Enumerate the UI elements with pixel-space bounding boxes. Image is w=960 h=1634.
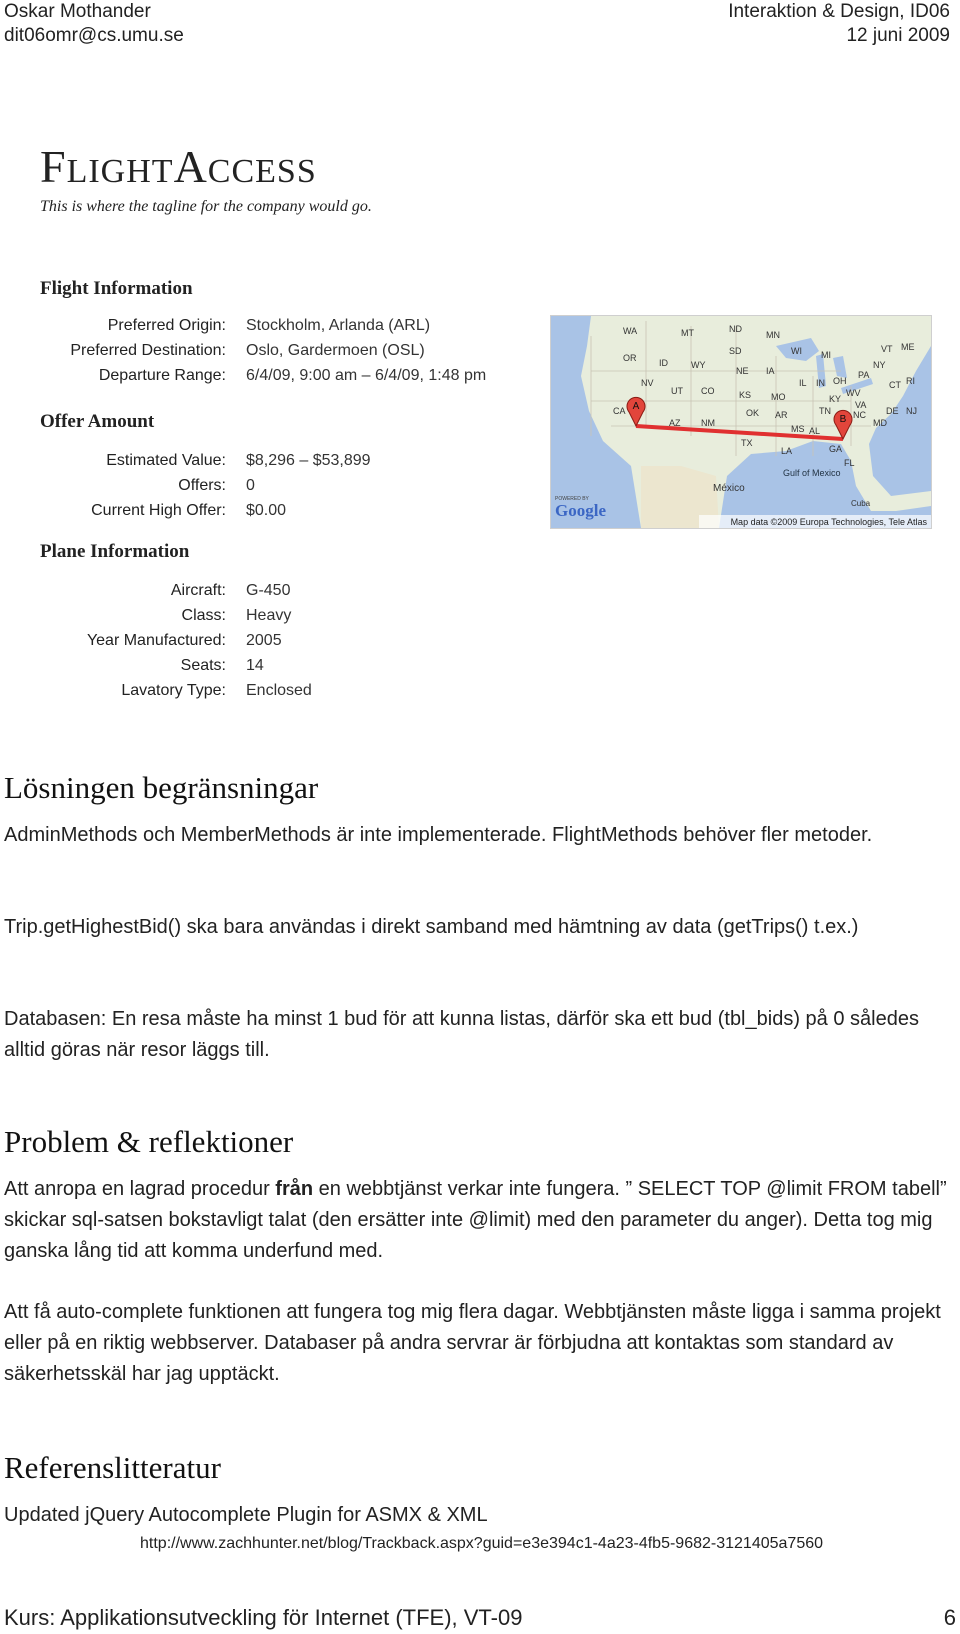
state-label-fl: FL xyxy=(844,458,855,468)
state-label-md: MD xyxy=(873,418,887,428)
state-label-de: DE xyxy=(886,406,899,416)
state-label-co: CO xyxy=(701,386,715,396)
limits-heading: Lösningen begränsningar xyxy=(4,770,319,805)
year-label: Year Manufactured: xyxy=(86,632,226,649)
plane-info-list xyxy=(0,579,540,709)
class-label: Class: xyxy=(181,607,226,624)
high-offer-value: $0.00 xyxy=(246,502,287,519)
state-label-ri: RI xyxy=(906,376,915,386)
state-label-az: AZ xyxy=(669,418,681,428)
year-value: 2005 xyxy=(246,632,282,649)
lavatory-label: Lavatory Type: xyxy=(121,682,226,699)
header-email: dit06omr@cs.umu.se xyxy=(4,25,184,46)
flightaccess-logo: FLIGHTACCESS xyxy=(40,141,317,192)
estimated-value-label: Estimated Value: xyxy=(106,452,226,469)
state-label-ne: NE xyxy=(736,366,749,376)
state-label-mo: MO xyxy=(771,392,786,402)
departure-range-value: 6/4/09, 9:00 am – 6/4/09, 1:48 pm xyxy=(246,367,487,384)
state-label-id: ID xyxy=(659,358,668,368)
destination-value: Oslo, Gardermoen (OSL) xyxy=(246,342,425,359)
state-label-ar: AR xyxy=(775,410,788,420)
state-label-pa: PA xyxy=(858,370,870,380)
high-offer-label: Current High Offer: xyxy=(91,502,226,519)
plane-info-heading: Plane Information xyxy=(40,541,190,562)
state-label-va: VA xyxy=(855,400,867,410)
state-label-tx: TX xyxy=(741,438,753,448)
state-label-nc: NC xyxy=(853,410,866,420)
state-label-wy: WY xyxy=(691,360,706,370)
state-label-mn: MN xyxy=(766,330,780,340)
flight-info-heading: Flight Information xyxy=(40,278,193,299)
route-map[interactable] xyxy=(550,315,932,529)
state-label-ca: CA xyxy=(613,406,626,416)
state-label-ga: GA xyxy=(829,444,843,454)
state-label-nd: ND xyxy=(729,324,742,334)
state-label-ny: NY xyxy=(873,360,886,370)
state-label-ut: UT xyxy=(671,386,683,396)
seats-value: 14 xyxy=(246,657,264,674)
state-label-vt: VT xyxy=(881,344,893,354)
state-label-nv: NV xyxy=(641,378,654,388)
state-label-nj: NJ xyxy=(906,406,917,416)
limits-paragraph-3: Databasen: En resa måste ha minst 1 bud för att kunna listas, därför ska ett bud (tbl_bids) på 0 således alltid göras när resor läggs till. xyxy=(4,1008,919,1061)
state-label-ms: MS xyxy=(791,424,805,434)
state-label-wv: WV xyxy=(846,388,861,398)
aircraft-label: Aircraft: xyxy=(170,582,226,599)
header-course: Interaktion & Design, ID06 xyxy=(728,1,950,22)
flight-info-list xyxy=(0,314,540,394)
label-mexico: México xyxy=(713,483,745,494)
label-gulf: Gulf of Mexico xyxy=(783,468,841,478)
state-label-la: LA xyxy=(781,446,793,456)
state-label-in: IN xyxy=(816,378,825,388)
state-label-ia: IA xyxy=(766,366,775,376)
state-label-ky: KY xyxy=(829,394,842,404)
destination-label: Preferred Destination: xyxy=(70,342,226,359)
problem-paragraph-1: Att anropa en lagrad procedur från en webbtjänst verkar inte fungera. ” SELECT TOP @limit FROM tabell” skickar sql-satsen bokstavligt talat (den ersätter inte @limit) med den parameter du anger). Detta tog mig ganska lång tid att komma underfund med. xyxy=(4,1178,947,1262)
problem-paragraph-2: Att få auto-complete funktionen att fungera tog mig flera dagar. Webbtjänsten måste ligga i samma projekt eller på en riktig webbserver. Databaser på andra servrar är förbjudna att kontaktas som standard av säkerhetsskäl har jag upptäckt. xyxy=(4,1301,941,1385)
page-number: 6 xyxy=(943,1605,956,1630)
state-label-tn: TN xyxy=(819,406,831,416)
aircraft-value: G-450 xyxy=(246,582,291,599)
offer-amount-heading: Offer Amount xyxy=(40,411,155,432)
class-value: Heavy xyxy=(246,607,292,624)
problem-heading: Problem & reflektioner xyxy=(4,1124,294,1159)
state-label-sd: SD xyxy=(729,346,742,356)
header-date: 12 juni 2009 xyxy=(846,25,950,46)
header-author: Oskar Mothander xyxy=(4,1,151,22)
marker-b-label: B xyxy=(839,414,847,425)
state-label-ks: KS xyxy=(739,390,752,400)
reference-item: Updated jQuery Autocomplete Plugin for ASMX & XML xyxy=(4,1504,488,1526)
state-label-al: AL xyxy=(809,426,821,436)
state-label-oh: OH xyxy=(833,376,847,386)
limits-paragraph-2: Trip.getHighestBid() ska bara användas i direkt samband med hämtning av data (getTrips() t.ex.) xyxy=(4,916,859,938)
google-logo: Google xyxy=(555,501,606,520)
state-label-il: IL xyxy=(799,378,807,388)
state-label-mi: MI xyxy=(821,350,831,360)
state-label-nm: NM xyxy=(701,418,715,428)
powered-by: POWERED BY xyxy=(555,496,589,502)
route-map-canvas xyxy=(551,316,931,528)
origin-label: Preferred Origin: xyxy=(107,317,226,334)
seats-label: Seats: xyxy=(180,657,226,674)
offers-value: 0 xyxy=(246,477,255,494)
state-label-or: OR xyxy=(623,353,637,363)
state-label-wi: WI xyxy=(791,346,802,356)
lavatory-value: Enclosed xyxy=(246,682,312,699)
state-label-wa: WA xyxy=(623,326,638,336)
state-label-ok: OK xyxy=(746,408,760,418)
offers-label: Offers: xyxy=(178,477,226,494)
departure-range-label: Departure Range: xyxy=(98,367,226,384)
estimated-value: $8,296 – $53,899 xyxy=(246,452,371,469)
label-cuba: Cuba xyxy=(851,499,871,508)
state-label-mt: MT xyxy=(681,328,694,338)
marker-a-label: A xyxy=(632,401,640,412)
references-heading: Referenslitteratur xyxy=(4,1450,221,1485)
origin-value: Stockholm, Arlanda (ARL) xyxy=(246,317,431,334)
state-label-ct: CT xyxy=(889,380,901,390)
limits-paragraph-1: AdminMethods och MemberMethods är inte implementerade. FlightMethods behöver fler metoder. xyxy=(4,824,873,846)
state-label-me: ME xyxy=(901,342,915,352)
map-attribution: Map data ©2009 Europa Technologies, Tele Atlas xyxy=(730,517,927,527)
company-tagline: This is where the tagline for the company would go. xyxy=(40,198,372,215)
offer-amount-list xyxy=(0,449,540,529)
footer-course: Kurs: Applikationsutveckling för Internet (TFE), VT-09 xyxy=(4,1605,523,1630)
reference-url[interactable]: http://www.zachhunter.net/blog/Trackback.aspx?guid=e3e394c1-4a23-4fb5-9682-3121405a7560 xyxy=(140,1535,824,1552)
emphasis-fran: från xyxy=(275,1178,314,1200)
